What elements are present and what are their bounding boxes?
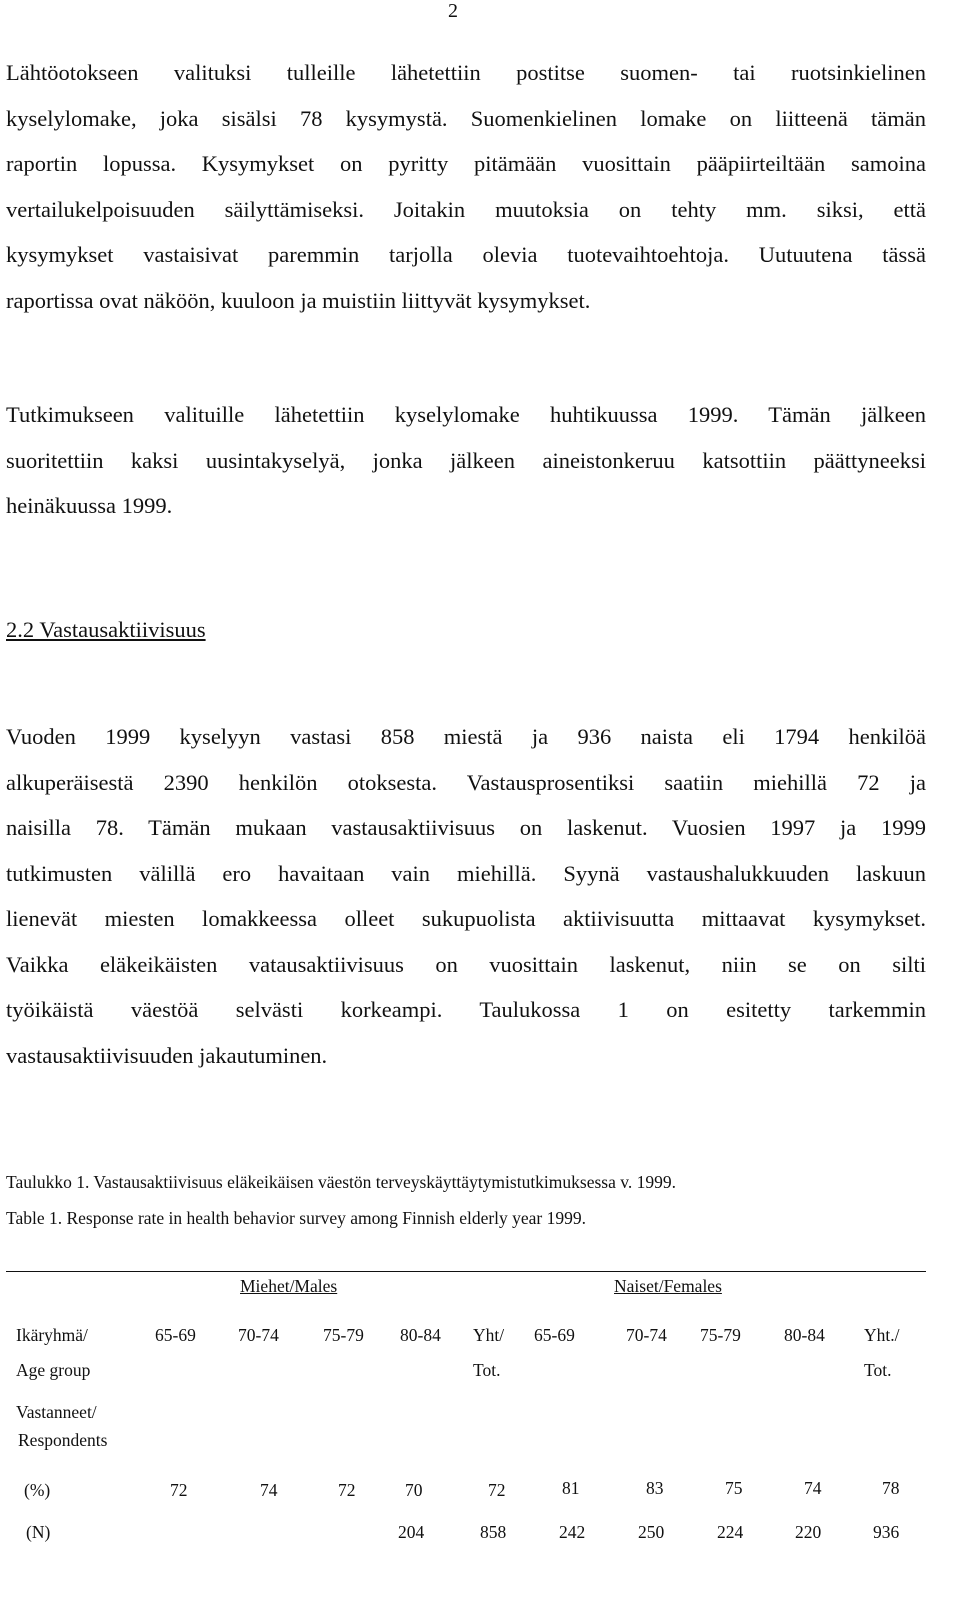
n-value-male: 204: [398, 1522, 425, 1542]
n-value-female: 224: [717, 1522, 744, 1542]
total-header-female: Yht./: [864, 1325, 900, 1345]
age-header-female: 70-74: [626, 1325, 667, 1345]
total-header-female-suffix: Tot.: [864, 1360, 892, 1380]
text-line: työikäistä väestöä selvästi korkeampi. Taulukossa 1 on esitetty tarkemmin: [6, 997, 926, 1022]
page-number: 2: [448, 0, 458, 22]
age-header-male: 80-84: [400, 1325, 441, 1345]
age-header-female: 75-79: [700, 1325, 741, 1345]
text-line: heinäkuussa 1999.: [6, 493, 173, 518]
text-line: tutkimusten välillä ero havaitaan vain miehillä. Syynä vastaushalukkuuden laskuun: [6, 860, 926, 886]
text-line: Tutkimukseen valituille lähetettiin kyselylomake huhtikuussa 1999. Tämän jälkeen: [6, 402, 926, 427]
n-value-male-total: 858: [480, 1522, 507, 1542]
table-caption-finnish: Taulukko 1. Vastausaktiivisuus eläkeikäisen väestön terveyskäyttäytymistutkimuksessa v. 1999.: [6, 1172, 676, 1192]
text-line: raportin lopussa. Kysymykset on pyritty pitämään vuosittain pääpiirteiltään samoina: [6, 151, 926, 176]
row-label-age-group-en: Age group: [16, 1360, 91, 1380]
n-value-female: 220: [795, 1522, 822, 1542]
paragraph-questionnaire: [6, 50, 926, 323]
row-label-respondents: Vastanneet/: [16, 1402, 97, 1422]
text-line: vertailukelpoisuuden säilyttämiseksi. Joitakin muutoksia on tehty mm. siksi, että: [6, 196, 926, 222]
text-line: Vaikka eläkeikäisten vatausaktiivisuus on vuosittain laskenut, niin se on silti: [6, 951, 926, 977]
age-header-male: 75-79: [323, 1325, 364, 1345]
text-line: kysymykset vastaisivat paremmin tarjolla olevia tuotevaihtoehtoja. Uutuutena tässä: [6, 242, 926, 267]
text-line: suoritettiin kaksi uusintakyselyä, jonka jälkeen aineistonkeruu katsottiin päättyneeksi: [6, 447, 926, 473]
percent-value-male: 72: [170, 1480, 188, 1500]
percent-value-female: 74: [804, 1478, 822, 1498]
row-label-age-group: Ikäryhmä/: [16, 1325, 88, 1345]
age-header-male: 65-69: [155, 1325, 196, 1345]
n-value-female: 250: [638, 1522, 665, 1542]
text-line: Vuoden 1999 kyselyyn vastasi 858 miestä ja 936 naista eli 1794 henkilöä: [6, 724, 926, 749]
text-line: raportissa ovat näköön, kuuloon ja muistiin liittyvät kysymykset.: [6, 287, 591, 313]
paragraph-data-collection: [6, 392, 926, 529]
group-header-males: Miehet/Males: [240, 1276, 338, 1296]
text-line: vastausaktiivisuuden jakautuminen.: [6, 1042, 328, 1068]
n-value-female: 242: [559, 1522, 586, 1542]
percent-value-female-total: 78: [882, 1478, 900, 1498]
age-header-male: 70-74: [238, 1325, 279, 1345]
row-label-percent: (%): [24, 1480, 51, 1500]
percent-value-female: 75: [725, 1478, 743, 1498]
row-label-respondents-en: Respondents: [18, 1430, 108, 1450]
percent-value-male: 74: [260, 1480, 278, 1500]
text-line: lienevät miesten lomakkeessa olleet sukupuolista aktiivisuutta mittaavat kysymykset.: [6, 906, 926, 931]
table-top-rule: [6, 1271, 926, 1272]
text-line: Lähtöotokseen valituksi tulleille lähetettiin postitse suomen- tai ruotsinkielinen: [6, 60, 926, 85]
total-header-male: Yht/: [473, 1325, 505, 1345]
percent-value-female: 83: [646, 1478, 664, 1498]
group-header-females: Naiset/Females: [614, 1276, 722, 1296]
row-label-n: (N): [26, 1522, 51, 1542]
text-line: alkuperäisestä 2390 henkilön otoksesta. Vastausprosentiksi saatiin miehillä 72 ja: [6, 769, 926, 795]
percent-value-male: 72: [338, 1480, 356, 1500]
paragraph-response-rate: [6, 714, 926, 1078]
n-value-female-total: 936: [873, 1522, 900, 1542]
age-header-female: 80-84: [784, 1325, 825, 1345]
percent-value-male-total: 72: [488, 1480, 506, 1500]
section-heading: 2.2 Vastausaktiivisuus: [6, 617, 206, 642]
text-line: naisilla 78. Tämän mukaan vastausaktiivisuus on laskenut. Vuosien 1997 ja 1999: [6, 815, 926, 840]
table-caption-english: Table 1. Response rate in health behavior survey among Finnish elderly year 1999.: [6, 1208, 587, 1228]
percent-value-female: 81: [562, 1478, 580, 1498]
text-line: kyselylomake, joka sisälsi 78 kysymystä. Suomenkielinen lomake on liitteenä tämän: [6, 105, 926, 131]
age-header-female: 65-69: [534, 1325, 575, 1345]
percent-value-male: 70: [405, 1480, 423, 1500]
total-header-male-suffix: Tot.: [473, 1360, 501, 1380]
